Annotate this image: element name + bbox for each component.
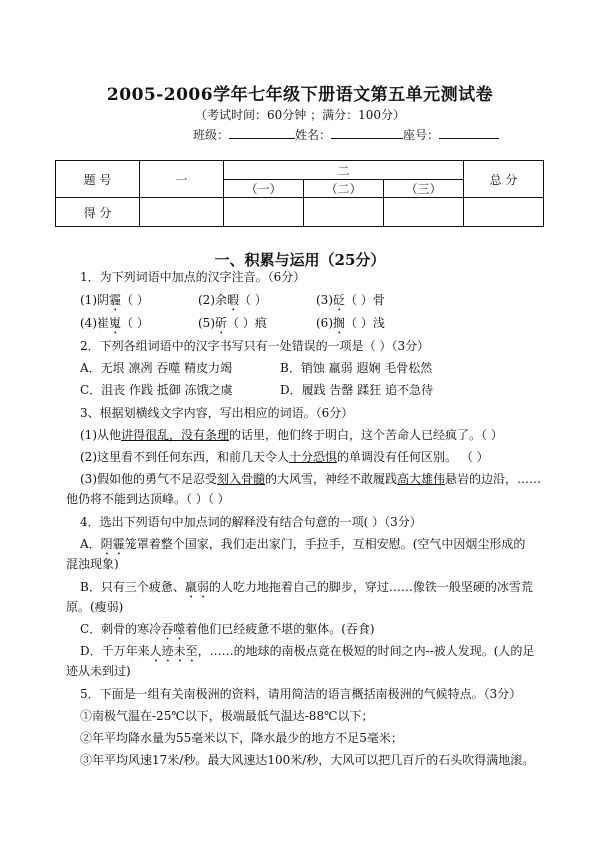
q4-option-c: C．刺骨的寒冷吞噬着他们已经疲惫不堪的躯体。(吞食) bbox=[80, 622, 375, 636]
q2-option-d: D．履践 告罄 蹂狂 追不急待 bbox=[280, 383, 434, 397]
score-table bbox=[55, 160, 544, 227]
part-one-header: 一 bbox=[140, 161, 224, 198]
part-two-header: 二 bbox=[224, 161, 464, 180]
exam-time-score: （考试时间：60分钟 ；满分：100分） bbox=[195, 108, 405, 122]
q2-option-c: C．沮丧 作践 抵御 冻饿之虞 bbox=[80, 383, 233, 397]
exam-title: 2005-2006学年七年级下册语文第五单元测试卷 bbox=[106, 85, 494, 105]
q4-option-b: B．只有三个疲惫、羸弱的人吃力地拖着自己的脚步，穿过……像铁一般坚硬的冰雪荒 bbox=[80, 580, 533, 594]
q1-row-2: (4)崔嵬（ ） (5)斫（ ）痕 (6)搁（ ）浅 bbox=[80, 316, 385, 330]
name-label: 姓名： bbox=[295, 128, 332, 142]
seat-label: 座号： bbox=[403, 128, 440, 142]
student-info-line bbox=[193, 126, 499, 143]
q3-item-1: (1)从他讲得很乱，没有条理的话里，他们终于明白，这个苦命人已经疯了。（ ） bbox=[80, 428, 503, 442]
q1-stem: 1．为下列词语中加点的汉字注音。（6分） bbox=[80, 270, 306, 284]
q3-item-2: (2)这里看不到任何东西，和前几天令人十分恐惧的单调没有任何区别。 （ ） bbox=[80, 450, 489, 464]
seat-blank[interactable] bbox=[439, 126, 499, 139]
q5-stem: 5．下面是一组有关南极洲的资料，请用简洁的语言概括南极洲的气候特点。（3分） bbox=[80, 687, 522, 701]
section-one-title: 一、积累与运用（25分） bbox=[214, 251, 386, 269]
q4-option-d-cont: 迹从未到过) bbox=[66, 664, 131, 678]
q5-data-1: ①南极气温在-25℃以下，极端最低气温达-88℃以下； bbox=[80, 709, 374, 723]
total-score-header: 总 分 bbox=[464, 161, 544, 198]
score-cell-two-a[interactable] bbox=[224, 198, 304, 227]
q5-data-2: ②年平均降水量为55毫米以下，降水最少的地方不足5毫米； bbox=[80, 731, 403, 745]
score-cell-two-c[interactable] bbox=[384, 198, 464, 227]
name-blank[interactable] bbox=[331, 126, 403, 139]
q2-options-cd bbox=[80, 383, 433, 398]
class-label: 班级： bbox=[193, 128, 230, 142]
score-cell-one[interactable] bbox=[140, 198, 224, 227]
item-number-header: 题 号 bbox=[56, 161, 140, 198]
q3-item-3-cont: 他仍将不能到达顶峰。（ ）（ ） bbox=[66, 492, 230, 506]
q2-stem: 2．下列各组词语中的汉字书写只有一处错误的一项是（ ）（3分） bbox=[80, 339, 430, 353]
q4-option-a-cont: 混浊现象) bbox=[66, 557, 119, 571]
q3-item-3: (3)假如他的勇气不足忍受刻入骨髓的大风雪，神经不敢履践高大雄伟悬岩的边沿，…… bbox=[80, 472, 542, 486]
q4-stem: 4．选出下列语句中加点词的解释没有结合句意的一项( ）（3分） bbox=[80, 515, 422, 529]
q4-option-d: D．千万年来人迹未至，……的地球的南极点竟在极短的时间之内--被人发现。(人的足 bbox=[80, 644, 535, 658]
q1-row-1: (1)阴霾（ ） (2)余暇（ ） (3)砭（ ）骨 bbox=[80, 293, 385, 307]
q2-options-ab bbox=[80, 361, 432, 376]
class-blank[interactable] bbox=[229, 126, 295, 139]
q3-stem: 3、根据划横线文字内容，写出相应的词语。（6分） bbox=[80, 406, 354, 420]
sub-three-header: （三） bbox=[384, 180, 464, 198]
q5-data-3: ③年平均风速17米/秒。最大风速达100米/秒，大风可以把几百斤的石头吹得满地滚。 bbox=[80, 753, 535, 767]
score-cell-total[interactable] bbox=[464, 198, 544, 227]
sub-one-header: （一） bbox=[224, 180, 304, 198]
q4-option-b-cont: 原。(瘦弱) bbox=[66, 600, 124, 614]
q4-option-a: A．阴霾笼罩着整个国家，我们走出家门，手拉手，互相安慰。(空气中因烟尘形成的 bbox=[80, 537, 526, 551]
score-row-label: 得 分 bbox=[56, 198, 140, 227]
q2-option-b: B．销蚀 羸弱 遐娴 毛骨松然 bbox=[280, 361, 433, 375]
sub-two-header: （二） bbox=[304, 180, 384, 198]
q2-option-a: A．无垠 凛冽 吞噬 精皮力竭 bbox=[80, 361, 233, 375]
score-cell-two-b[interactable] bbox=[304, 198, 384, 227]
